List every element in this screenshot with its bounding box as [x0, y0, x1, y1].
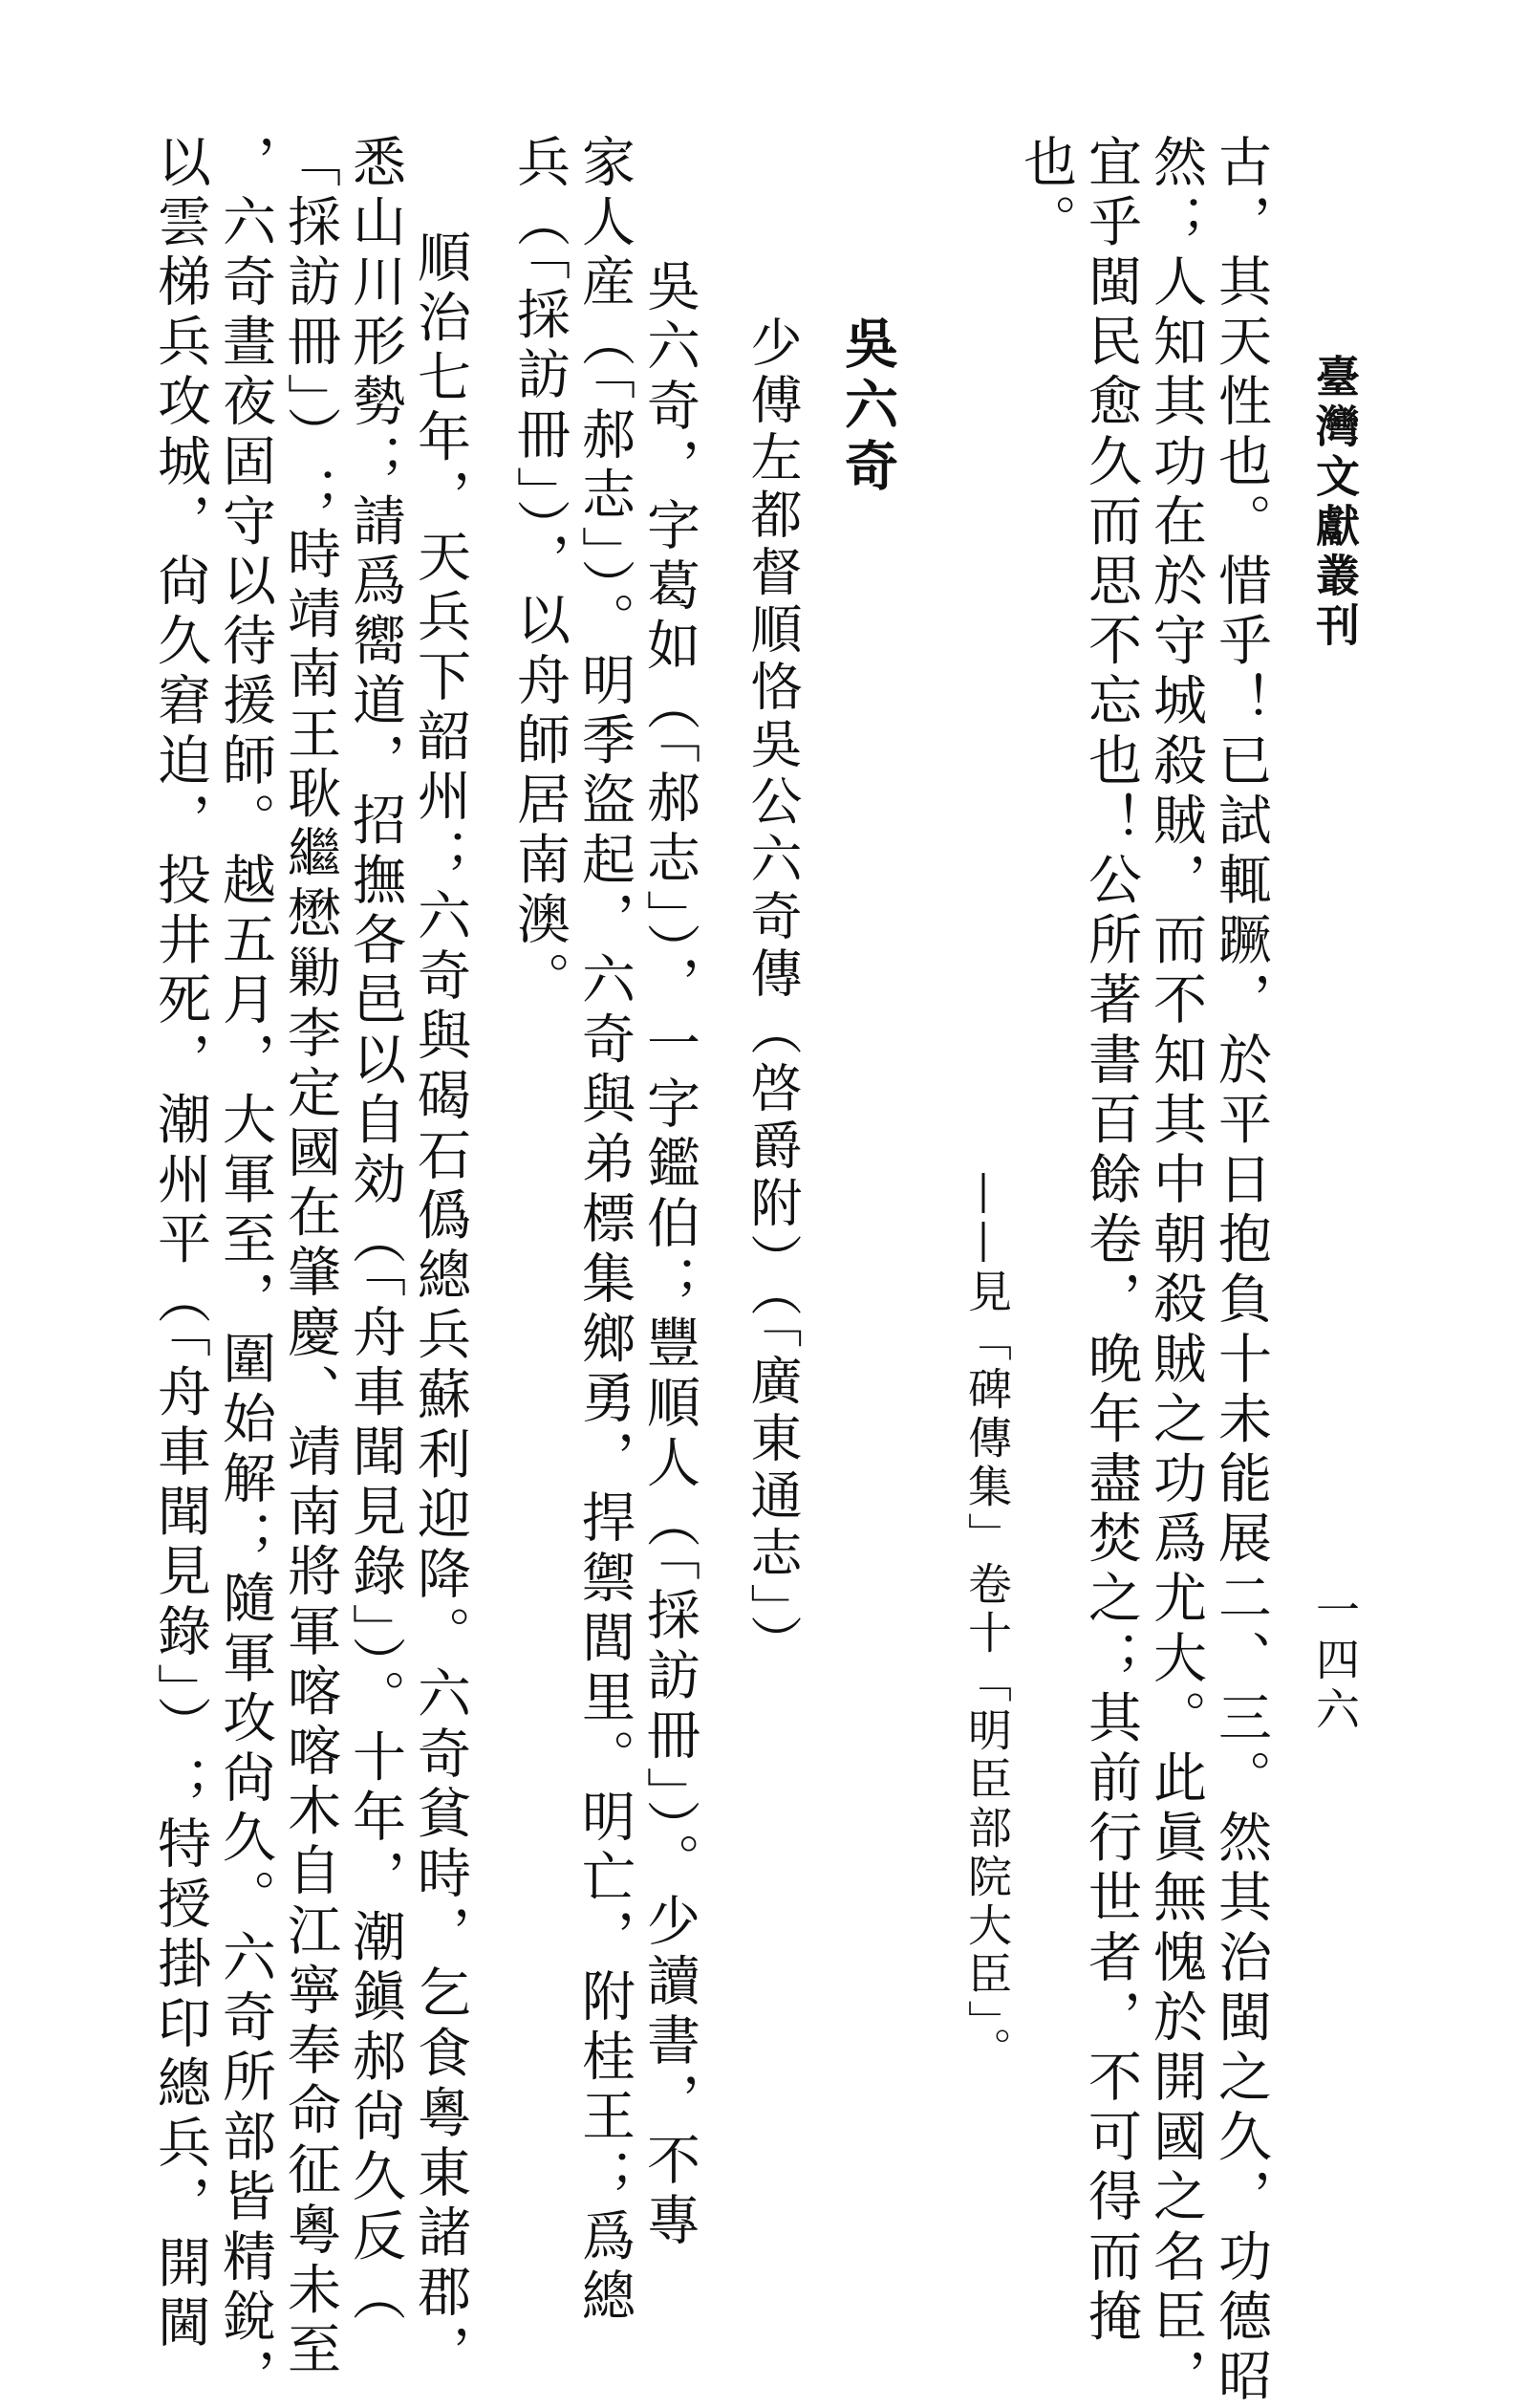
running-title: 臺灣文獻叢刊 [1309, 354, 1361, 652]
article-title: 吳六奇 [836, 315, 899, 499]
article-subtitle: 少傅左都督順恪吳公六奇傳（啓爵附）（「廣東通志」） [743, 315, 803, 1672]
text-column: 「採訪冊」）；時靖南王耿繼懋勦李定國在肇慶、靖南將軍喀喀木自江寧奉命征粵未至 [279, 134, 341, 2381]
text-column: 古，其天性也。惜乎！已試輒蹶，於平日抱負十未能展二、三。然其治閩之久，功德昭 [1210, 134, 1272, 2408]
text-column: 以雲梯兵攻城，尙久窘迫，投井死，潮州平（「舟車聞見錄」）；特授掛印總兵，開閫 [149, 134, 211, 2354]
source-citation: ——見「碑傳集」卷十「明臣部院大臣」。 [961, 1171, 1013, 2075]
text-column: 順治七年，天兵下韶州；六奇與碣石僞總兵蘇利迎降。六奇貧時，乞食粵東諸郡， [409, 229, 471, 2384]
text-column: 家人産（「郝志」）。明季盜起，六奇與弟標集鄉勇，捍禦閭里。明亡，附桂王；爲總 [573, 134, 635, 2328]
text-column: 宜乎閩民愈久而思不忘也！公所著書百餘卷，晚年盡焚之；其前行世者，不可得而掩 [1080, 134, 1142, 2349]
text-column: 也。 [1015, 134, 1077, 254]
text-column: 悉山川形勢；請爲嚮道，招撫各邑以自効（「舟車聞見錄」）。十年，潮鎭郝尙久反（ [344, 134, 406, 2328]
text-column: 然；人知其功在於守城殺賊，而不知其中朝殺賊之功爲尤大。此眞無愧於開國之名臣， [1145, 134, 1207, 2408]
text-column: 吳六奇，字葛如（「郝志」），一字鑑伯；豐順人（「採訪冊」）。少讀書，不專 [638, 258, 700, 2252]
page-number: 一四六 [1309, 1587, 1361, 1736]
text-column: ，六奇晝夜固守以待援師。越五月，大軍至，圍始解；隨軍攻尙久。六奇所部皆精銳， [214, 134, 276, 2408]
text-column: 兵（「採訪冊」），以舟師居南澳。 [508, 134, 571, 1011]
